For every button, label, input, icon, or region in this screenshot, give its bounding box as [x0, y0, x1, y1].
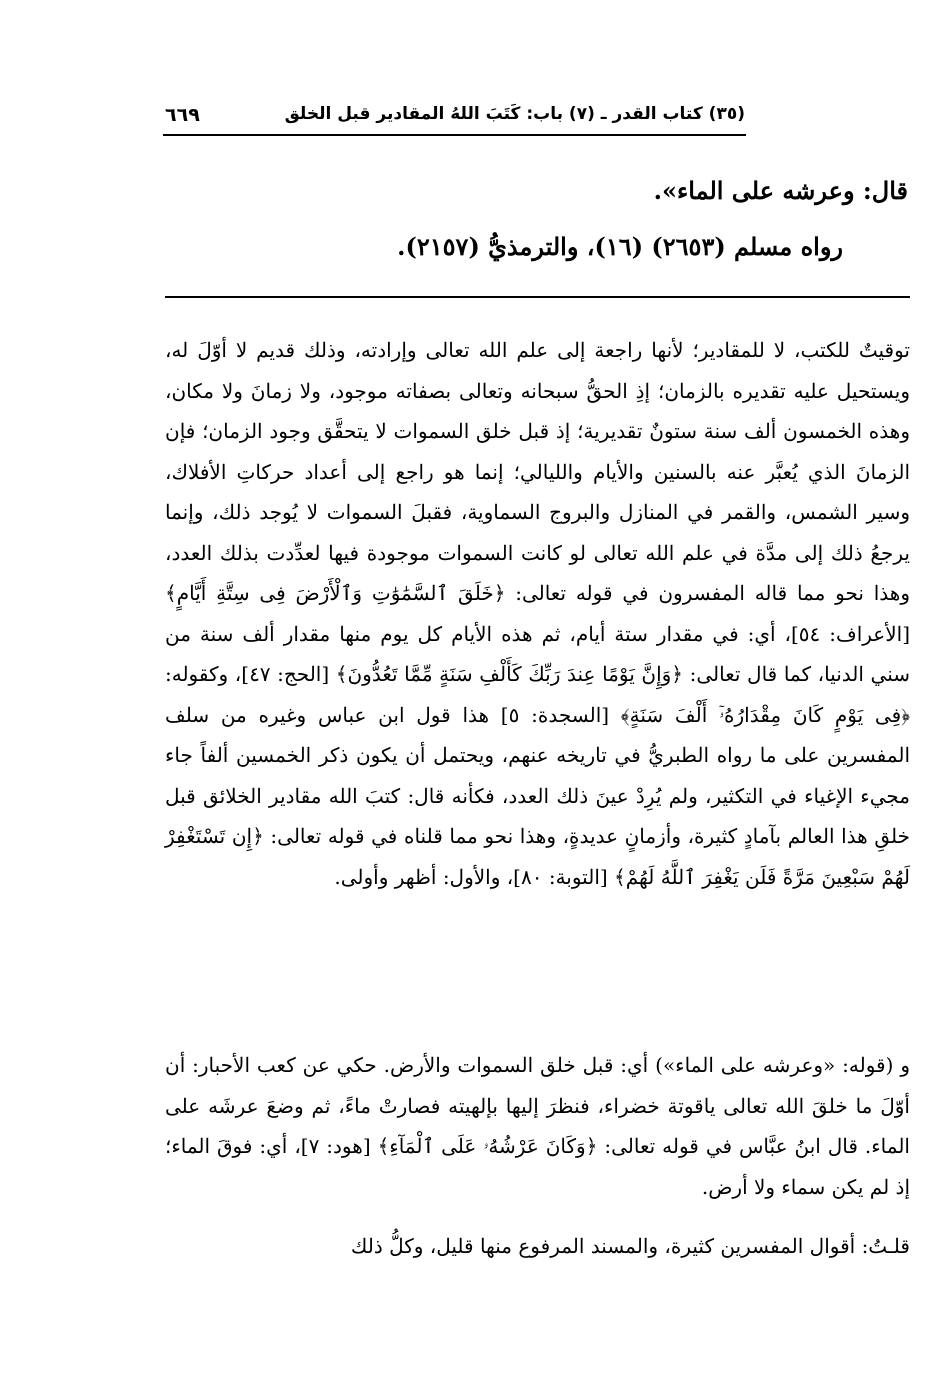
- commentary-paragraph-2: [165, 1045, 910, 1207]
- section-divider: [165, 296, 910, 298]
- commentary-paragraph-3: [165, 1226, 910, 1267]
- hadith-line-1: قال: وعرشه على الماء».: [653, 176, 908, 205]
- hadith-line-2: رواه مسلم (٢٦٥٣) (١٦)، والترمذيُّ (٢١٥٧).: [397, 232, 843, 261]
- header-divider: [163, 134, 746, 136]
- page-header: [165, 104, 745, 144]
- running-title: (٣٥) كتاب القدر ـ (٧) باب: كَتَبَ اللهُ المقادير قبل الخلق: [284, 104, 745, 124]
- paragraph-text: و (قوله: «وعرشه على الماء») أي: قبل خلق السموات والأرض. حكي عن كعب الأحبار: أن أوّلَ ما خلقَ الله تعالى ياقوتة خضراء، فنظرَ إليها بإلهيته فصارتْ ماءً، ثم وضعَ عرشَه على الماء. قال ابنُ عبَّاس في قوله تعالى: ﴿وَكَانَ عَرْشُهُۥ عَلَى ٱلْمَآءِ﴾ [هود: ٧]، أي: فوقَ الماء؛ إذ لم يكن سماء ولا أرض.: [165, 1053, 910, 1199]
- paragraph-text: توقيتٌ للكتب، لا للمقادير؛ لأنها راجعة إلى علم الله تعالى وإرادته، وذلك قديم لا أوّلَ له، ويستحيل عليه تقديره بالزمان؛ إذِ الحقُّ سبحانه وتعالى بصفاته موجود، ولا زمانَ ولا مكان، وهذه الخمسون ألف سنة ستونٌ تقديرية؛ إذ قبل خلق السموات لا يتحقَّق وجود الزمان؛ فإن الزمانَ الذي يُعبَّر عنه بالسنين والأيام والليالي؛ إنما هو راجع إلى أعداد حركاتِ الأفلاك، وسير الشمس، والقمر في المنازل والبروج السماوية، فقبلَ السموات لا يُوجد ذلك، وإنما يرجعُ ذلك إلى مدَّة في علم الله تعالى لو كانت السموات موجودة فيها لعدِّدت بذلك العدد، وهذا نحو مما قاله المفسرون في قوله تعالى: ﴿خَلَقَ ٱلسَّمَٰوَٰتِ وَٱلْأَرْضَ فِى سِتَّةِ أَيَّامٍ﴾ [الأعراف: ٥٤]، أي: في مقدار ستة أيام، ثم هذه الأيام كل يوم منها مقدار ألف سنة من سني الدنيا، كما قال تعالى: ﴿وَإِنَّ يَوْمًا عِندَ رَبِّكَ كَأَلْفِ سَنَةٍ مِّمَّا تَعُدُّونَ﴾ [الحج: ٤٧]، وكقوله: ﴿فِى يَوْمٍ كَانَ مِقْدَارُهُۥٓ أَلْفَ سَنَةٍ﴾ [السجدة: ٥] هذا قول ابن عباس وغيره من سلف المفسرين على ما رواه الطبريُّ في تاريخه عنهم، ويحتمل أن يكون ذكر الخمسين ألفاً جاء مجيء الإغياء في التكثير، ولم يُرِدْ عينَ ذلك العدد، فكأنه قال: كتبَ الله مقادير الخلائق قبل خلقِ هذا العالم بآمادٍ كثيرة، وأزمانٍ عديدةٍ، وهذا نحو مما قلناه في قوله تعالى: ﴿إِن تَسْتَغْفِرْ لَهُمْ سَبْعِينَ مَرَّةً فَلَن يَغْفِرَ ٱللَّهُ لَهُمْ﴾ [التوبة: ٨٠]، والأول: أظهر وأولى.: [165, 338, 910, 889]
- paragraph-text: قلـتُ: أقوال المفسرين كثيرة، والمسند المرفوع منها قليل، وكلُّ ذلك: [350, 1234, 910, 1258]
- commentary-paragraph-1: [165, 330, 910, 897]
- page-number: ٦٦٩: [165, 104, 200, 126]
